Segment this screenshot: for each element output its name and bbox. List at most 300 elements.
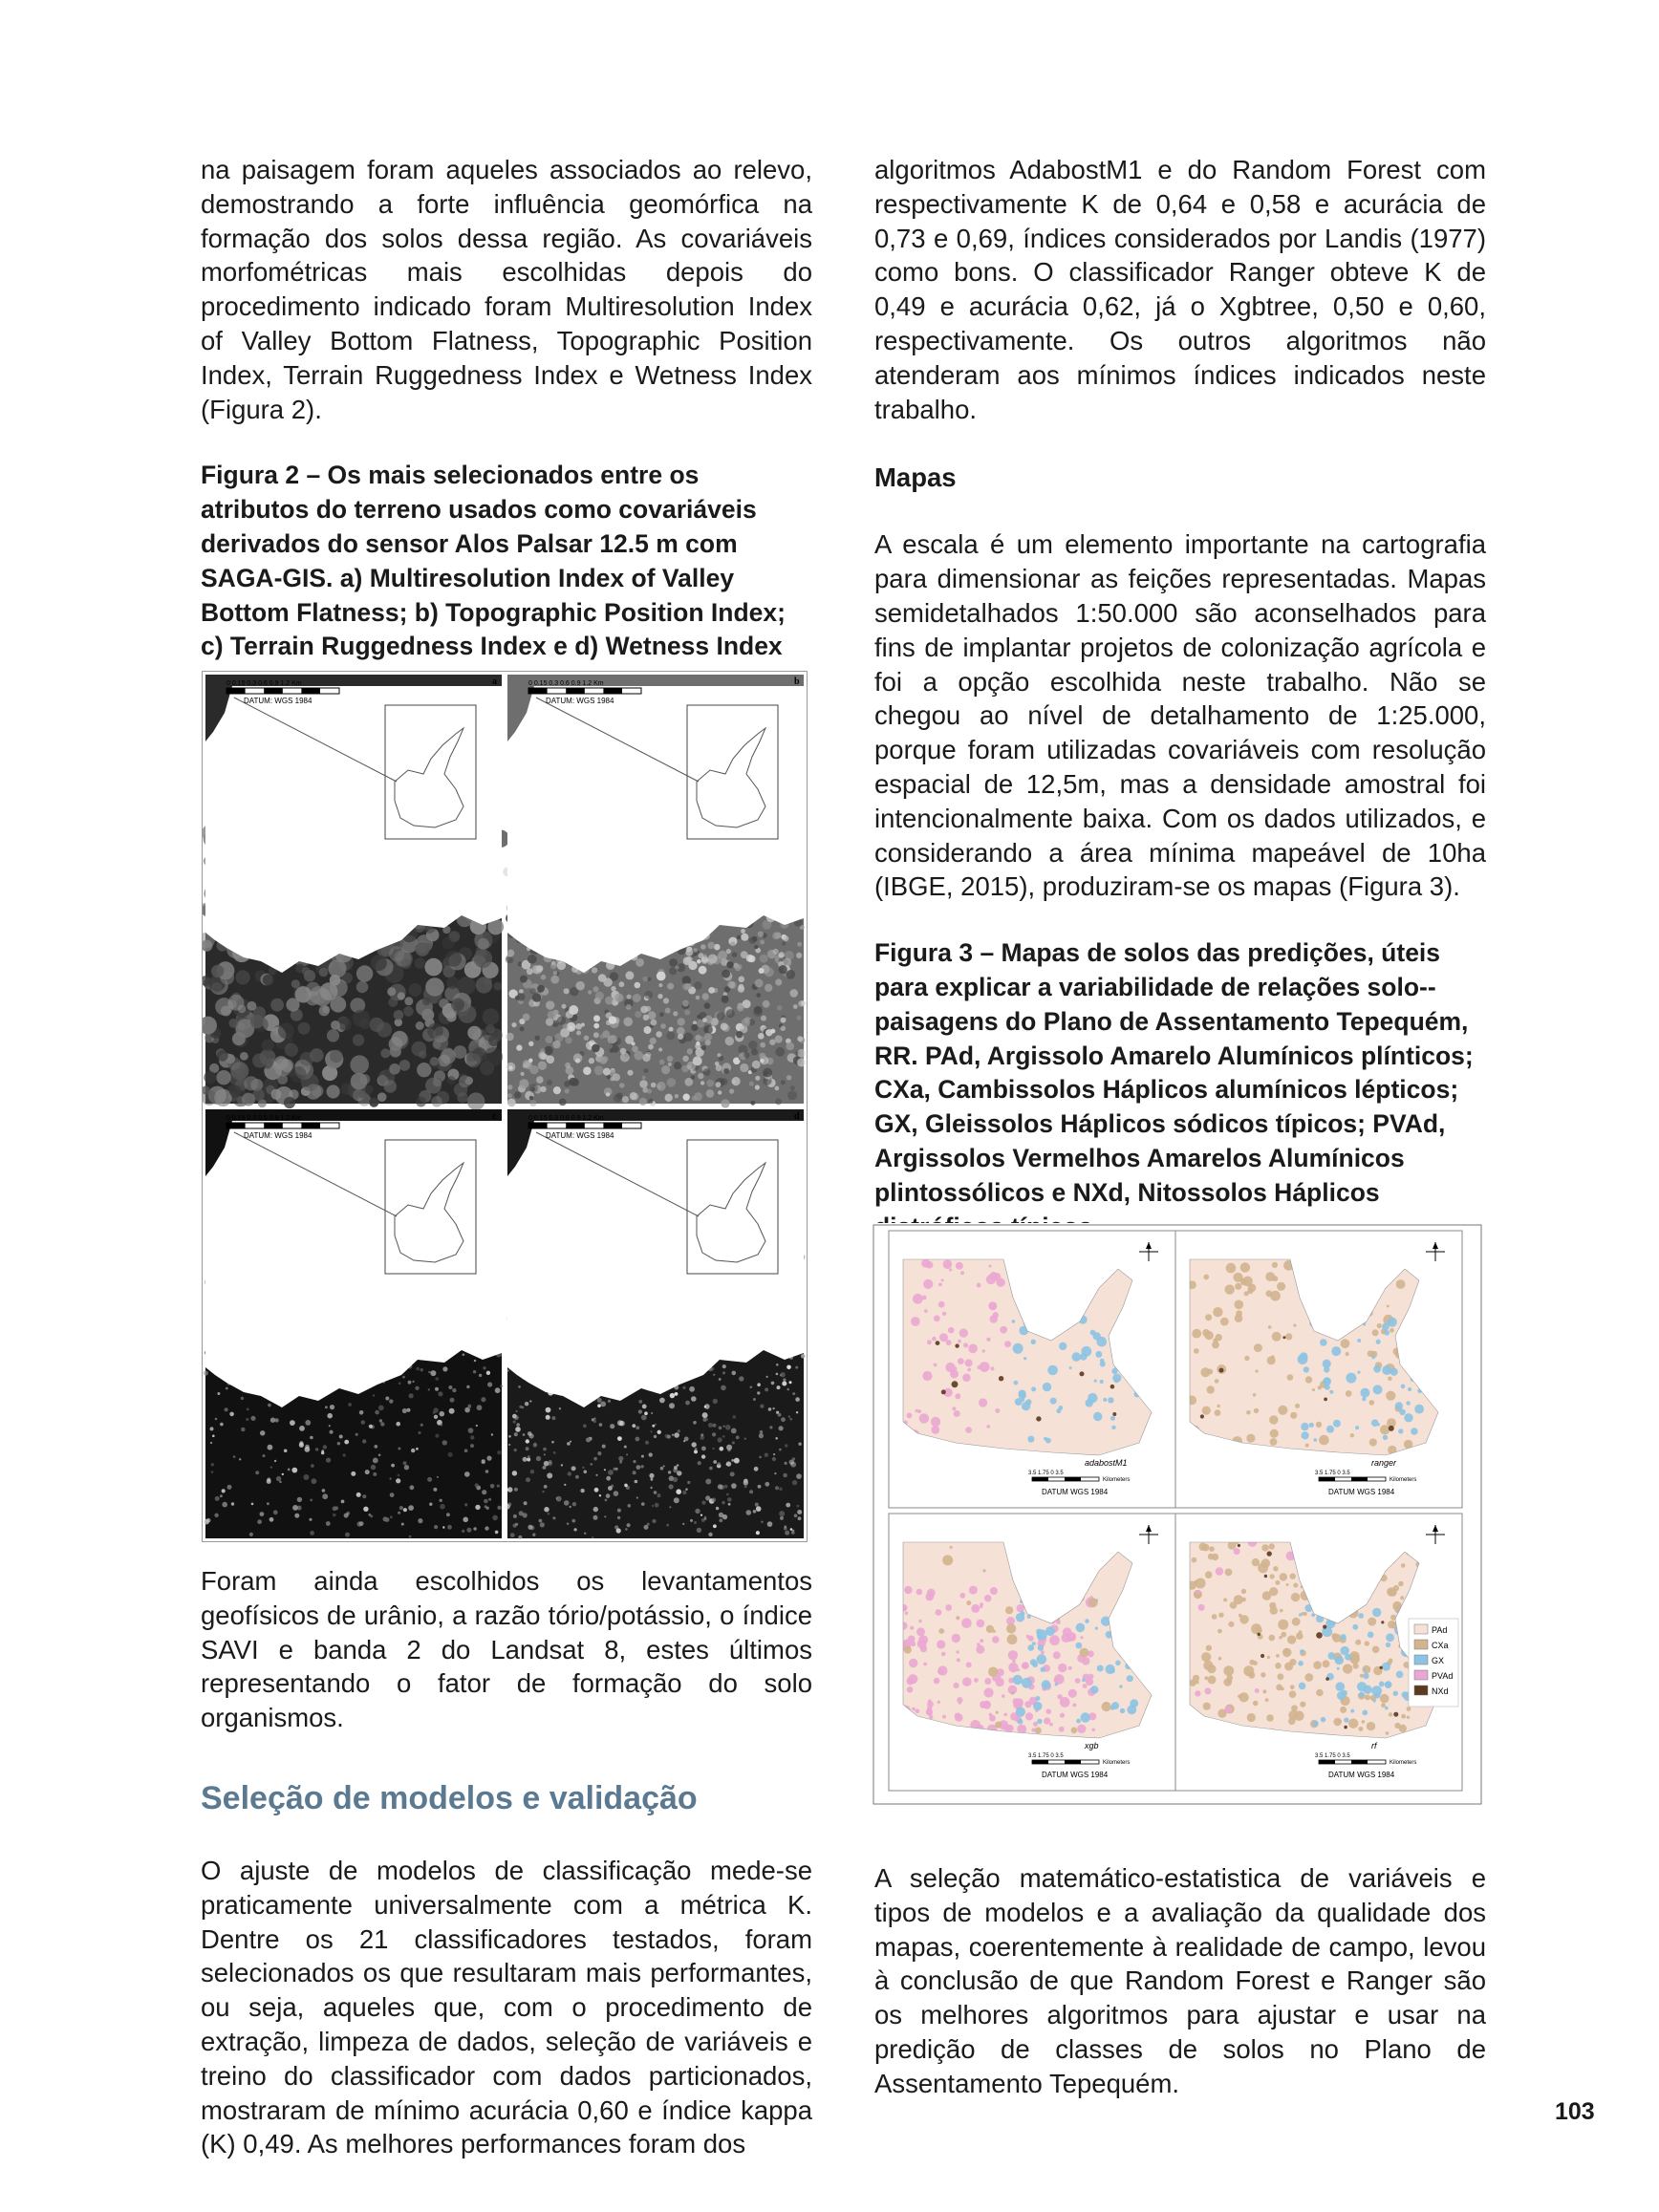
texture-dot <box>441 1424 442 1426</box>
texture-dot <box>428 1371 430 1373</box>
texture-dot <box>557 961 566 970</box>
soil-patch-gx <box>1321 1717 1326 1723</box>
texture-dot <box>705 1479 711 1485</box>
texture-dot <box>594 1065 604 1075</box>
soil-patch-cxa <box>1198 1543 1206 1551</box>
texture-dot <box>749 1082 754 1086</box>
texture-dot <box>717 1462 721 1466</box>
texture-dot <box>511 1022 516 1027</box>
soil-patch-pvad <box>1024 1701 1031 1707</box>
soil-patch-cxa <box>1261 1558 1271 1568</box>
soil-patch-pvad <box>1003 1713 1007 1717</box>
soil-patch-cxa <box>1388 1621 1395 1628</box>
texture-dot <box>732 1077 741 1085</box>
texture-dot <box>756 1506 762 1512</box>
texture-dot <box>227 999 237 1009</box>
texture-dot <box>788 1416 790 1418</box>
texture-dot <box>778 1413 782 1417</box>
texture-dot <box>385 1397 389 1401</box>
texture-dot <box>359 1521 364 1526</box>
texture-dot <box>702 994 709 1000</box>
texture-dot <box>602 1445 606 1449</box>
page-number: 103 <box>1555 2098 1595 2125</box>
texture-dot <box>798 1000 805 1007</box>
texture-dot <box>584 1533 586 1535</box>
texture-dot <box>572 1502 576 1506</box>
texture-dot <box>606 1493 611 1498</box>
soil-patch-gx <box>1097 1665 1104 1672</box>
scale-labels: 3.5 1.75 0 3.5 <box>1028 1471 1064 1476</box>
texture-dot <box>514 1091 522 1099</box>
texture-dot <box>748 1041 757 1049</box>
texture-dot <box>701 1454 705 1458</box>
texture-dot <box>695 1448 698 1450</box>
texture-dot <box>547 1056 555 1064</box>
soil-patch-pvad <box>995 1408 1000 1413</box>
soil-patch-gx <box>1382 1365 1391 1375</box>
soil-patch-pvad <box>1049 1635 1060 1645</box>
soil-patch-cxa <box>956 1616 959 1620</box>
texture-dot <box>440 1411 445 1417</box>
texture-dot <box>246 1418 248 1421</box>
soil-patch-cxa <box>1377 1323 1382 1328</box>
texture-dot <box>543 1448 547 1451</box>
soil-patch-pvad <box>942 1715 946 1719</box>
texture-dot <box>726 1493 729 1496</box>
texture-dot <box>720 1447 724 1451</box>
texture-dot <box>769 1040 775 1045</box>
texture-dot <box>206 1518 211 1523</box>
texture-dot <box>600 1402 606 1407</box>
texture-dot <box>775 1047 785 1057</box>
texture-dot <box>779 952 785 957</box>
texture-dot <box>592 1044 600 1053</box>
soil-patch-cxa <box>1348 1719 1358 1729</box>
texture-dot <box>541 975 547 980</box>
soil-patch-gx <box>1037 1719 1042 1724</box>
soil-patch-cxa <box>1216 1334 1222 1341</box>
texture-dot <box>746 1510 752 1515</box>
texture-dot <box>765 967 774 977</box>
texture-dot <box>730 942 735 947</box>
texture-dot <box>703 1068 711 1076</box>
texture-dot <box>700 1514 702 1516</box>
soil-patch-cxa <box>1272 1276 1278 1281</box>
texture-dot <box>611 1485 614 1488</box>
soil-patch-cxa <box>1332 1634 1341 1643</box>
texture-dot <box>593 1507 598 1512</box>
texture-dot <box>431 1096 442 1106</box>
soil-patch-gx <box>1336 1682 1346 1691</box>
soil-patch-nxd <box>955 1343 959 1347</box>
soil-patch-gx <box>1373 1365 1381 1373</box>
texture-dot <box>507 950 515 957</box>
texture-dot <box>220 1423 224 1427</box>
soil-patch-pvad <box>960 1271 964 1275</box>
texture-dot <box>789 1460 794 1465</box>
soil-patch-cxa <box>1282 1648 1292 1658</box>
texture-dot <box>344 1514 349 1518</box>
texture-dot <box>698 1461 701 1465</box>
texture-dot <box>348 1403 352 1407</box>
soil-patch-cxa <box>1220 1318 1229 1326</box>
texture-dot <box>650 1487 652 1489</box>
soil-patch-gx <box>1352 1624 1358 1630</box>
soil-patch-gx <box>1110 1668 1115 1674</box>
soil-patch-pvad <box>961 1618 972 1628</box>
soil-patch-nxd <box>1238 1544 1240 1547</box>
soil-patch-pvad <box>936 1609 942 1616</box>
texture-dot <box>610 1424 614 1428</box>
texture-dot <box>758 932 764 937</box>
scale-unit: Kilometers <box>1390 1760 1417 1766</box>
texture-dot <box>722 1024 730 1032</box>
soil-patch-gx <box>1371 1419 1379 1427</box>
soil-patch-gx <box>1337 1667 1340 1670</box>
soil-patch-pvad <box>922 1296 927 1300</box>
legend-label: PVAd <box>1432 1671 1454 1681</box>
texture-dot <box>597 1451 601 1455</box>
soil-patch-cxa <box>1203 1661 1213 1670</box>
soil-patch-pvad <box>963 1342 968 1347</box>
texture-dot <box>684 1033 694 1042</box>
scale-segment <box>226 1123 246 1128</box>
scale-unit: Kilometers <box>1103 1477 1131 1483</box>
scale-segment <box>301 1123 320 1128</box>
soil-patch-gx <box>1016 1707 1025 1717</box>
texture-dot <box>669 1403 675 1408</box>
figure-3-caption: Figura 3 – Mapas de solos das predições, úteis para explicar a variabilidade de relações solo--paisagens do Plano de Assentamento Tepequém, RR. PAd, Argissolo Amarelo Alumínicos plínticos; CXa, Cambissolos Háplicos alumínicos lépticos; GX, Gleissolos Háplicos sódicos típicos; PVAd, Argissolos Vermelhos Amarelos Alumínicos plintossólicos e NXd, Nitossolos Háplicos <box>874 938 1474 1207</box>
soil-patch-cxa <box>1323 1660 1330 1667</box>
scale-labels: 3.5 1.75 0 3.5 <box>1028 1753 1064 1759</box>
texture-dot <box>495 1387 501 1393</box>
soil-patch-cxa <box>1265 1698 1269 1702</box>
texture-dot <box>268 1404 271 1407</box>
soil-patch-cxa <box>1293 1583 1298 1588</box>
soil-patch-gx <box>1393 1691 1398 1696</box>
texture-dot <box>760 940 765 945</box>
texture-dot <box>792 1392 795 1395</box>
texture-dot <box>659 1398 665 1404</box>
soil-patch-gx <box>1360 1388 1369 1398</box>
texture-dot <box>620 1053 630 1063</box>
soil-patch-pvad <box>919 1413 929 1423</box>
texture-dot <box>226 1387 228 1390</box>
texture-dot <box>391 1464 395 1468</box>
texture-dot <box>365 1470 370 1474</box>
texture-dot <box>477 1405 483 1410</box>
soil-patch-pvad <box>946 1340 952 1345</box>
texture-dot <box>783 935 788 941</box>
texture-dot <box>409 983 422 997</box>
texture-dot <box>389 946 404 961</box>
inset-frame <box>687 705 778 839</box>
texture-dot <box>696 996 700 1000</box>
texture-dot <box>529 1096 534 1101</box>
texture-dot <box>497 1450 501 1454</box>
soil-patch-cxa <box>1295 1404 1300 1408</box>
soil-patch-gx <box>1357 1339 1361 1342</box>
soil-patch-cxa <box>1246 1434 1255 1443</box>
texture-dot <box>729 1089 734 1094</box>
texture-dot <box>409 1393 414 1398</box>
texture-dot <box>380 1422 384 1426</box>
soil-patch-cxa <box>1300 1702 1305 1707</box>
texture-dot <box>475 1483 479 1487</box>
panel-letter: b <box>794 676 800 687</box>
texture-dot <box>584 1471 588 1474</box>
texture-dot <box>564 1484 566 1486</box>
texture-dot <box>442 937 454 950</box>
texture-dot <box>758 1033 765 1040</box>
texture-dot <box>451 999 464 1012</box>
figure-2-graphic <box>203 672 807 1541</box>
soil-patch-gx <box>1033 1702 1042 1710</box>
texture-dot <box>782 1382 786 1386</box>
soil-patch-pvad <box>1022 1664 1027 1669</box>
texture-dot <box>399 1060 411 1071</box>
soil-patch-cxa <box>1304 1673 1313 1682</box>
datum-label: DATUM: WGS 1984 <box>244 697 312 705</box>
panel-letter: c <box>492 1111 497 1122</box>
soil-patch-cxa <box>1349 1654 1360 1664</box>
texture-dot <box>666 1524 669 1527</box>
texture-dot <box>294 1514 299 1518</box>
texture-dot <box>605 997 614 1005</box>
soil-patch-gx <box>1399 1409 1406 1416</box>
soil-patch-gx <box>1362 1397 1366 1401</box>
soil-patch-gx <box>1362 1710 1368 1716</box>
texture-dot <box>506 956 512 963</box>
soil-patch-cxa <box>1223 1665 1234 1676</box>
texture-dot <box>706 1089 715 1098</box>
soil-patch-pvad <box>934 1315 940 1321</box>
texture-dot <box>279 1481 281 1483</box>
soil-patch-cxa <box>1278 1673 1284 1680</box>
texture-dot <box>716 1064 722 1071</box>
texture-dot <box>300 1052 314 1066</box>
texture-dot <box>411 1449 415 1452</box>
texture-dot <box>399 1382 401 1385</box>
soil-patch-cxa <box>1355 1640 1361 1645</box>
texture-dot <box>722 996 728 1002</box>
texture-dot <box>446 1513 450 1516</box>
texture-dot <box>644 1026 652 1034</box>
texture-dot <box>593 1418 595 1420</box>
texture-dot <box>297 1506 302 1511</box>
soil-patch-cxa <box>1293 1324 1296 1327</box>
soil-patch-gx <box>1379 1682 1385 1687</box>
texture-dot <box>603 1068 611 1076</box>
texture-dot <box>595 992 604 1000</box>
texture-dot <box>785 1462 787 1465</box>
texture-dot <box>524 1501 528 1505</box>
soil-patch-gx <box>1100 1380 1104 1384</box>
texture-dot <box>758 1485 762 1489</box>
texture-dot <box>398 1512 400 1514</box>
soil-patch-cxa <box>1305 1444 1309 1448</box>
texture-dot <box>544 1046 552 1055</box>
soil-patch-cxa <box>1400 1596 1404 1600</box>
soil-patch-cxa <box>1277 1282 1285 1291</box>
soil-patch-cxa <box>1196 1681 1199 1685</box>
texture-dot <box>657 1430 661 1434</box>
texture-dot <box>379 1419 382 1422</box>
texture-dot <box>761 1521 763 1523</box>
texture-dot <box>592 967 597 973</box>
texture-dot <box>657 972 666 981</box>
texture-dot <box>410 1485 415 1490</box>
texture-dot <box>570 1506 571 1508</box>
texture-dot <box>651 1020 657 1026</box>
texture-dot <box>415 957 426 969</box>
soil-patch-cxa <box>1266 1290 1273 1297</box>
soil-patch-cxa <box>1272 1262 1278 1268</box>
texture-dot <box>698 1073 703 1079</box>
model-label: ranger <box>1371 1458 1397 1468</box>
texture-dot <box>775 1437 778 1440</box>
soil-patch-cxa <box>1202 1407 1211 1415</box>
texture-dot <box>439 999 449 1009</box>
soil-patch-pvad <box>977 1283 981 1288</box>
texture-dot <box>244 1076 258 1090</box>
texture-dot <box>483 1008 500 1025</box>
texture-dot <box>718 951 727 960</box>
texture-dot <box>229 1085 242 1098</box>
texture-dot <box>765 1029 772 1036</box>
texture-dot <box>490 1484 495 1489</box>
texture-dot <box>567 1442 571 1446</box>
texture-dot <box>652 1505 654 1507</box>
texture-dot <box>532 1534 535 1536</box>
soil-patch-pvad <box>1033 1722 1038 1727</box>
texture-dot <box>278 1022 294 1039</box>
soil-patch-nxd <box>1325 1677 1329 1681</box>
texture-dot <box>625 971 634 979</box>
soil-patch-gx <box>1090 1330 1096 1336</box>
scale-unit: Kilometers <box>1103 1760 1131 1766</box>
texture-dot <box>327 1029 339 1042</box>
texture-dot <box>479 1374 482 1377</box>
raster-panel-d <box>505 1109 805 1539</box>
texture-dot <box>794 1514 798 1517</box>
texture-dot <box>741 934 748 941</box>
soil-patch-gx <box>1357 1682 1367 1691</box>
soil-patch-cxa <box>1246 1410 1251 1415</box>
texture-dot <box>659 1060 665 1065</box>
texture-dot <box>507 1487 513 1493</box>
texture-dot <box>765 1453 768 1457</box>
soil-patch-pvad <box>969 1586 978 1595</box>
soil-patch-cxa <box>1343 1664 1352 1673</box>
texture-dot <box>718 1437 722 1442</box>
soil-patch-cxa <box>1241 1589 1246 1594</box>
texture-dot <box>780 1025 786 1031</box>
texture-dot <box>539 1519 543 1523</box>
texture-dot <box>497 1506 501 1510</box>
texture-dot <box>533 1443 537 1447</box>
texture-dot <box>730 1471 735 1476</box>
soil-patch-cxa <box>1380 1694 1390 1704</box>
texture-dot <box>798 1516 802 1520</box>
soil-patch-cxa <box>1367 1722 1375 1730</box>
soil-patch-nxd <box>941 1389 946 1394</box>
texture-dot <box>708 955 718 964</box>
legend-label: GX <box>1432 1656 1445 1665</box>
legend-label: PAd <box>1432 1625 1448 1635</box>
texture-dot <box>368 1514 371 1516</box>
texture-dot <box>476 1425 478 1427</box>
soil-patch-gx <box>1323 1377 1331 1385</box>
texture-dot <box>374 1445 377 1449</box>
texture-dot <box>403 1461 407 1465</box>
soil-patch-gx <box>1350 1709 1354 1713</box>
texture-dot <box>433 1488 437 1492</box>
texture-dot <box>786 1388 789 1391</box>
texture-dot <box>351 1471 356 1476</box>
texture-dot <box>229 1412 234 1417</box>
soil-patch-cxa <box>1212 1554 1218 1560</box>
texture-dot <box>528 1455 530 1458</box>
texture-dot <box>543 1466 547 1470</box>
texture-dot <box>530 988 536 994</box>
texture-dot <box>767 1521 773 1527</box>
texture-dot <box>420 1368 423 1371</box>
texture-dot <box>685 949 693 956</box>
texture-dot <box>359 1410 364 1415</box>
texture-dot <box>697 1528 701 1533</box>
texture-dot <box>654 1491 657 1494</box>
soil-patch-pvad <box>918 1620 922 1623</box>
texture-dot <box>683 1094 690 1101</box>
soil-patch-gx <box>1023 1357 1026 1360</box>
texture-dot <box>482 1460 485 1464</box>
texture-dot <box>528 955 537 964</box>
soil-patch-pvad <box>1255 1688 1260 1693</box>
soil-patch-pvad <box>989 1303 997 1311</box>
texture-dot <box>268 1445 273 1450</box>
soil-patch-cxa <box>1304 1612 1307 1616</box>
texture-dot <box>677 1464 679 1466</box>
texture-dot <box>521 1072 525 1076</box>
texture-dot <box>536 1456 541 1461</box>
texture-dot <box>262 1039 274 1051</box>
texture-dot <box>622 1096 629 1103</box>
paragraph: na paisagem foram aqueles associados ao relevo, demostrando a forte influência geomórfica na formação dos solos dessa região. As covariáveis morfométricas mais escolhidas depois do procedimento indicado foram Multiresolution Index of Valley Bottom Flatness, Topographic Position Index, Terrain Ruggedness Index e Wetness Index (Figura 2). <box>201 155 812 424</box>
texture-dot <box>462 1530 464 1533</box>
texture-dot <box>640 1465 643 1468</box>
soil-patch-gx <box>1041 1667 1045 1672</box>
texture-dot <box>236 970 250 984</box>
texture-dot <box>752 1061 761 1069</box>
soil-patch-pvad <box>1204 1687 1211 1694</box>
soil-patch-cxa <box>1241 1598 1246 1602</box>
texture-dot <box>668 1471 671 1473</box>
texture-dot <box>694 981 702 990</box>
texture-dot <box>632 1042 636 1045</box>
soil-patch-pvad <box>954 1410 960 1417</box>
texture-dot <box>589 1058 594 1063</box>
soil-patch-pvad <box>967 1368 971 1372</box>
soil-patch-gx <box>1025 1399 1031 1405</box>
texture-dot <box>263 1454 266 1457</box>
soil-patch-pvad <box>1083 1684 1088 1688</box>
texture-dot <box>344 1440 349 1445</box>
texture-dot <box>682 1523 684 1525</box>
texture-dot <box>519 1406 522 1408</box>
texture-dot <box>551 1416 555 1420</box>
soil-patch-gx <box>1013 1343 1023 1354</box>
